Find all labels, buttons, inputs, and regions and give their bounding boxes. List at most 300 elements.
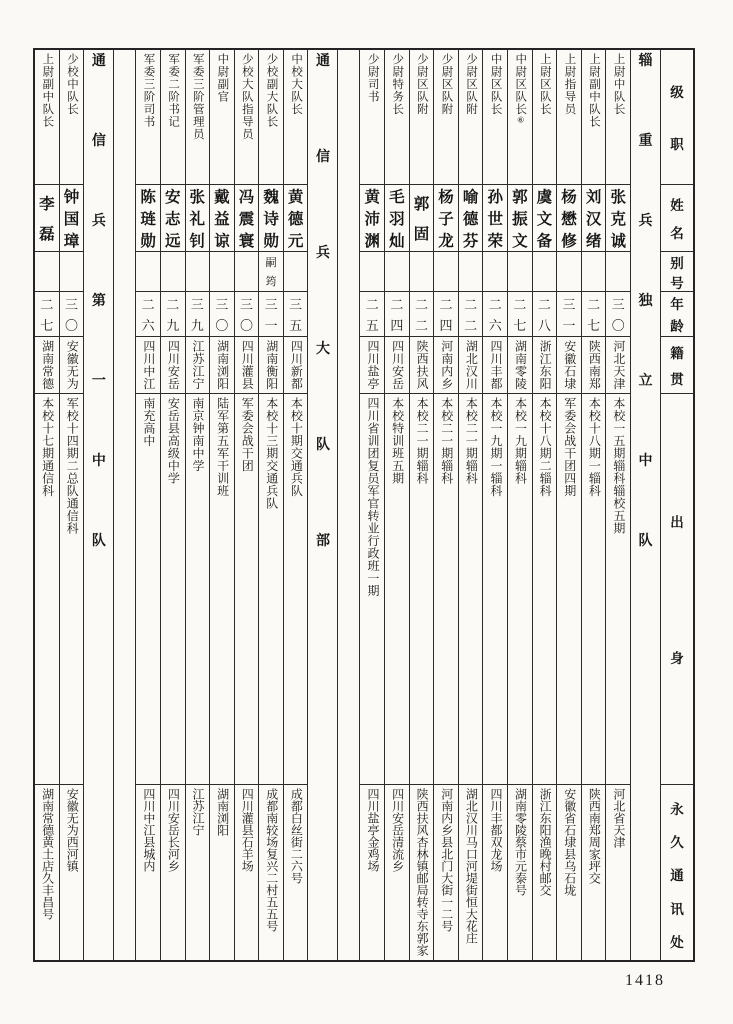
- alias-cell: [161, 252, 185, 292]
- name-cell: [136, 185, 160, 252]
- section-label-cell: [84, 50, 113, 960]
- origin-cell: [459, 394, 483, 785]
- char: 渊: [364, 233, 381, 250]
- char: 二: [166, 297, 180, 312]
- person-column-1-6: [482, 50, 507, 960]
- vertical-text: 军委二阶书记: [167, 53, 180, 128]
- address-cell: [410, 785, 434, 964]
- vertical-text: [235, 292, 259, 336]
- vertical-text: 成都白丝街二六号: [289, 788, 304, 884]
- char: 三: [190, 297, 204, 312]
- vertical-text: 湖北汉川马口河堤街恒大花庄: [464, 788, 479, 944]
- char: 贯: [670, 371, 684, 387]
- person-column-2-7: [135, 50, 160, 960]
- name-cell: [508, 185, 532, 252]
- char: 二: [488, 297, 502, 312]
- age-cell: [508, 292, 532, 337]
- age-cell: [606, 292, 630, 337]
- char: 杨: [438, 189, 454, 206]
- vertical-text: 安徽无为西河镇: [65, 788, 80, 872]
- vertical-text: 四川安岳: [166, 340, 181, 390]
- name-cell: [284, 185, 308, 252]
- char: 勋: [263, 233, 279, 250]
- char: 队: [91, 534, 106, 550]
- person-column-1-11: [359, 50, 384, 960]
- vertical-text: [186, 292, 210, 336]
- age-cell: [284, 292, 308, 337]
- vertical-text: [235, 185, 259, 251]
- rank-cell: [161, 50, 185, 185]
- age-cell: [533, 292, 557, 337]
- char: 汉: [585, 211, 602, 228]
- char: 级: [670, 85, 684, 101]
- native-place-cell: [606, 337, 630, 394]
- vertical-text: 军校十四期二总队通信科: [65, 397, 80, 535]
- char: 懋: [561, 211, 577, 228]
- name-cell: [235, 185, 259, 252]
- char: 兵: [315, 246, 330, 262]
- name-cell: [459, 185, 483, 252]
- alias-cell: [259, 252, 283, 292]
- vertical-text: 中尉副官: [216, 53, 229, 103]
- origin-cell: [360, 394, 384, 785]
- vertical-text: 四川灌县石羊场: [240, 788, 255, 872]
- origin-cell: [186, 394, 210, 785]
- rank-cell: [360, 50, 384, 185]
- vertical-text: 上尉指导员: [563, 53, 576, 116]
- char: 黄: [287, 189, 304, 206]
- vertical-text: 军委三阶管理员: [191, 53, 204, 141]
- spacer-column: [113, 50, 135, 960]
- age-cell: [235, 292, 259, 337]
- vertical-text: [434, 185, 458, 251]
- char: 志: [164, 211, 181, 228]
- vertical-text: 四川丰都双龙场: [488, 788, 503, 872]
- vertical-text: 湖南浏阳: [215, 788, 230, 836]
- char: 讯: [670, 901, 684, 917]
- header-cell-rank: [661, 50, 693, 185]
- vertical-text: 江苏江宁: [191, 788, 206, 836]
- native-place-cell: [284, 337, 308, 394]
- char: 钊: [189, 233, 206, 250]
- section-label-column: [630, 50, 660, 960]
- vertical-text: 本校十三期交通兵队: [264, 397, 279, 510]
- person-column-2-6: [160, 50, 185, 960]
- origin-cell: [284, 394, 308, 785]
- vertical-text: [661, 785, 693, 964]
- char: 二: [414, 318, 428, 333]
- char: 固: [413, 225, 430, 243]
- char: 谅: [214, 233, 230, 250]
- vertical-text: 本校一九期辎科: [513, 397, 528, 485]
- vertical-text: 湖南浏阳: [215, 340, 230, 390]
- char: 二: [365, 297, 379, 312]
- vertical-text: [136, 292, 160, 336]
- alias-cell: [284, 252, 308, 292]
- char: 芬: [462, 233, 479, 250]
- char: 号: [670, 276, 684, 291]
- rank-cell: [210, 50, 234, 185]
- vertical-text: [557, 185, 581, 251]
- char: 陈: [140, 189, 156, 206]
- char: 第: [91, 294, 106, 310]
- char: 四: [439, 318, 453, 333]
- person-column-2-1: [283, 50, 308, 960]
- vertical-text: 少校中队长: [65, 53, 78, 116]
- origin-cell: [557, 394, 581, 785]
- name-cell: [360, 185, 384, 252]
- char: 二: [464, 318, 478, 333]
- char: 龄: [670, 318, 684, 334]
- alias-cell: [35, 252, 59, 292]
- rank-cell: [35, 50, 59, 185]
- origin-cell: [210, 394, 234, 785]
- char: 久: [670, 835, 684, 851]
- char: 诗: [263, 211, 279, 228]
- char: 通: [91, 54, 106, 69]
- vertical-text: 四川灌县: [240, 340, 255, 390]
- char: 二: [464, 297, 478, 312]
- header-cell-address: [661, 785, 693, 964]
- char: 磊: [39, 225, 55, 243]
- char: 文: [536, 211, 553, 228]
- char: 处: [670, 934, 684, 950]
- char: 通: [670, 868, 684, 884]
- origin-cell: [582, 394, 606, 785]
- name-cell: [483, 185, 507, 252]
- char: 八: [537, 318, 551, 333]
- origin-cell: [259, 394, 283, 785]
- char: 德: [287, 211, 304, 228]
- native-place-cell: [483, 337, 507, 394]
- person-column-1-1: [605, 50, 630, 960]
- vertical-text: [259, 252, 283, 291]
- char: 兵: [638, 214, 653, 230]
- alias-cell: [235, 252, 259, 292]
- char: 信: [315, 150, 330, 166]
- vertical-text: [631, 50, 660, 551]
- address-cell: [161, 785, 185, 964]
- vertical-text: 陕西扶风: [415, 340, 430, 390]
- char: 七: [40, 318, 54, 333]
- address-cell: [35, 785, 59, 964]
- name-cell: [606, 185, 630, 252]
- char: 七: [587, 318, 601, 333]
- alias-cell: [136, 252, 160, 292]
- vertical-text: 少尉特务长: [391, 53, 404, 116]
- vertical-text: [661, 252, 693, 291]
- vertical-text: 四川新都: [289, 340, 304, 390]
- vertical-text: 四川盐亭金鸡场: [365, 788, 380, 872]
- vertical-text: 本校特训班五期: [390, 397, 405, 485]
- vertical-text: 南充高中: [141, 397, 156, 447]
- vertical-text: [508, 292, 532, 336]
- rank-cell: [410, 50, 434, 185]
- native-place-cell: [210, 337, 234, 394]
- vertical-text: [606, 292, 630, 336]
- vertical-text: 南京钟南中学: [191, 397, 206, 472]
- char: 李: [39, 196, 55, 214]
- vertical-text: 四川省训团复员军官转业行政班一期: [365, 397, 380, 597]
- vertical-text: 本校十期交通兵队: [289, 397, 304, 497]
- char: 张: [189, 189, 206, 206]
- alias-cell: [410, 252, 434, 292]
- vertical-text: [385, 292, 409, 336]
- vertical-text: 四川中江: [141, 340, 156, 390]
- vertical-text: 湖南常德黄土店久丰昌号: [40, 788, 55, 920]
- age-cell: [360, 292, 384, 337]
- origin-cell: [235, 394, 259, 785]
- vertical-text: [210, 185, 234, 251]
- age-cell: [483, 292, 507, 337]
- char: 璋: [63, 233, 80, 250]
- origin-cell: [410, 394, 434, 785]
- vertical-text: 四川安岳长河乡: [166, 788, 181, 872]
- rank-cell: [459, 50, 483, 185]
- char: 中: [638, 454, 653, 470]
- section-label-column: [83, 50, 113, 960]
- char: 通: [315, 54, 330, 69]
- vertical-text: 四川盐亭: [365, 340, 380, 390]
- native-place-cell: [557, 337, 581, 394]
- char: 戴: [214, 189, 230, 206]
- vertical-text: [533, 292, 557, 336]
- vertical-text: 四川中江县城内: [141, 788, 156, 872]
- native-place-cell: [533, 337, 557, 394]
- char: 名: [670, 226, 684, 242]
- age-cell: [459, 292, 483, 337]
- native-place-cell: [360, 337, 384, 394]
- char: 冯: [238, 189, 255, 206]
- native-place-cell: [35, 337, 59, 394]
- address-cell: [60, 785, 84, 964]
- alias-cell: [557, 252, 581, 292]
- char: 黄: [364, 189, 381, 206]
- vertical-text: 中尉区队长⑥: [514, 53, 527, 125]
- char: 魏: [263, 189, 279, 206]
- vertical-text: 浙江东阳渔晚村邮交: [538, 788, 553, 896]
- vertical-text: [661, 292, 693, 336]
- age-cell: [60, 292, 84, 337]
- rank-note: ⑥: [516, 115, 526, 125]
- char: 龙: [438, 233, 454, 250]
- vertical-text: 上尉副中队长: [41, 53, 54, 128]
- address-cell: [284, 785, 308, 964]
- char: 二: [141, 297, 155, 312]
- char: 三: [239, 297, 253, 312]
- vertical-text: [360, 292, 384, 336]
- vertical-text: 本校二一期辎科: [464, 397, 479, 485]
- origin-cell: [60, 394, 84, 785]
- address-cell: [360, 785, 384, 964]
- native-place-cell: [186, 337, 210, 394]
- header-cell-name: [661, 185, 693, 252]
- vertical-text: 少尉司书: [366, 53, 379, 103]
- vertical-text: 湖南常德: [40, 340, 55, 390]
- origin-cell: [434, 394, 458, 785]
- native-place-cell: [385, 337, 409, 394]
- char: 琏: [140, 211, 156, 228]
- vertical-text: [661, 394, 693, 784]
- vertical-text: 少尉区队附: [415, 53, 428, 116]
- alias-cell: [60, 252, 84, 292]
- char: 郭: [512, 189, 528, 206]
- header-cell-native: [661, 337, 693, 394]
- char: 三: [289, 297, 303, 312]
- vertical-text: 安岳县高级中学: [166, 397, 181, 485]
- char: 〇: [65, 318, 79, 333]
- address-cell: [459, 785, 483, 964]
- vertical-text: 本校二一期辎科: [415, 397, 430, 485]
- vertical-text: 陕西扶风杏林镇邮局转寺东郭家: [415, 788, 430, 956]
- age-cell: [259, 292, 283, 337]
- char: 张: [610, 189, 626, 206]
- char: 益: [214, 211, 230, 228]
- address-cell: [136, 785, 160, 964]
- vertical-text: [308, 50, 337, 551]
- spacer-column: [337, 50, 359, 960]
- origin-cell: [136, 394, 160, 785]
- vertical-text: [259, 292, 283, 336]
- char: 三: [65, 297, 79, 312]
- vertical-text: [259, 185, 283, 251]
- native-place-cell: [161, 337, 185, 394]
- person-column-1-5: [507, 50, 532, 960]
- person-column-1-9: [409, 50, 434, 960]
- vertical-text: 江苏江宁: [191, 340, 206, 390]
- address-cell: [606, 785, 630, 964]
- native-place-cell: [136, 337, 160, 394]
- rank-cell: [557, 50, 581, 185]
- alias-cell: [360, 252, 384, 292]
- char: 荣: [487, 233, 503, 250]
- vertical-text: 本校十八期一辎科: [587, 397, 602, 497]
- char: 二: [587, 297, 601, 312]
- char: 郭: [413, 196, 430, 214]
- vertical-text: 本校十七期通信科: [40, 397, 55, 497]
- char: 羽: [389, 211, 405, 228]
- roster-table: [33, 48, 695, 962]
- name-cell: [186, 185, 210, 252]
- vertical-text: [661, 50, 693, 184]
- origin-cell: [35, 394, 59, 785]
- char: 身: [670, 651, 684, 667]
- char: 独: [638, 294, 653, 310]
- char: 杨: [561, 189, 577, 206]
- vertical-text: 成都南较场复兴二村五五号: [264, 788, 279, 932]
- vertical-text: [459, 292, 483, 336]
- vertical-text: 湖南衡阳: [264, 340, 279, 390]
- vertical-text: [661, 337, 693, 393]
- char: 沛: [364, 211, 381, 228]
- header-cell-age: [661, 292, 693, 337]
- char: 刘: [585, 189, 602, 206]
- address-cell: [557, 785, 581, 964]
- vertical-text: 军委会战干团: [240, 397, 255, 472]
- vertical-text: 本校二一期辎科: [439, 397, 454, 485]
- vertical-text: 本校一九期一辎科: [488, 397, 503, 497]
- age-cell: [582, 292, 606, 337]
- vertical-text: 湖北汉川: [464, 340, 479, 390]
- char: 永: [670, 802, 684, 818]
- char: 修: [561, 233, 577, 250]
- name-cell: [410, 185, 434, 252]
- person-column-1-10: [384, 50, 409, 960]
- header-column: [660, 50, 693, 960]
- address-cell: [259, 785, 283, 964]
- char: 钟: [63, 189, 80, 206]
- vertical-text: [60, 185, 84, 251]
- vertical-text: 安徽省石埭县乌石垅: [562, 788, 577, 896]
- vertical-text: 河北省天津: [611, 788, 626, 848]
- section-label-cell: [631, 50, 660, 960]
- vertical-text: 河南内乡县北门大街一二号: [439, 788, 454, 932]
- rank-cell: [186, 50, 210, 185]
- vertical-text: [533, 185, 557, 251]
- vertical-text: 四川丰都: [488, 340, 503, 390]
- vertical-text: 湖南零陵蔡市元泰号: [513, 788, 528, 896]
- char: 三: [264, 297, 278, 312]
- vertical-text: 四川安岳: [390, 340, 405, 390]
- char: 二: [537, 297, 551, 312]
- char: 一: [562, 318, 576, 333]
- char: 五: [365, 318, 379, 333]
- char: 〇: [611, 318, 625, 333]
- vertical-text: [60, 292, 84, 336]
- char: 礼: [189, 211, 206, 228]
- vertical-text: [508, 185, 532, 251]
- vertical-text: [661, 185, 693, 251]
- address-cell: [508, 785, 532, 964]
- age-cell: [557, 292, 581, 337]
- char: 兵: [91, 214, 106, 230]
- char: 安: [164, 189, 181, 206]
- person-column-1-3: [556, 50, 581, 960]
- char: 世: [487, 211, 503, 228]
- age-cell: [186, 292, 210, 337]
- name-cell: [434, 185, 458, 252]
- vertical-text: [161, 292, 185, 336]
- vertical-text: 中校大队长: [290, 53, 303, 116]
- native-place-cell: [259, 337, 283, 394]
- char: 四: [390, 318, 404, 333]
- person-column-1-4: [532, 50, 557, 960]
- char: 部: [315, 534, 330, 550]
- vertical-text: [284, 185, 308, 251]
- address-cell: [186, 785, 210, 964]
- vertical-text: 安徽无为: [65, 340, 80, 390]
- char: 毛: [389, 189, 405, 206]
- person-column-3-1: [59, 50, 84, 960]
- alias-cell: [186, 252, 210, 292]
- char: 远: [164, 233, 181, 250]
- native-place-cell: [60, 337, 84, 394]
- char: 九: [190, 318, 204, 333]
- address-cell: [210, 785, 234, 964]
- rank-cell: [483, 50, 507, 185]
- char: 备: [536, 233, 553, 250]
- name-cell: [60, 185, 84, 252]
- rank-cell: [136, 50, 160, 185]
- person-column-3-2: [35, 50, 59, 960]
- age-cell: [410, 292, 434, 337]
- vertical-text: [284, 292, 308, 336]
- char: 六: [488, 318, 502, 333]
- char: 〇: [239, 318, 253, 333]
- address-cell: [582, 785, 606, 964]
- name-cell: [557, 185, 581, 252]
- char: 姓: [670, 197, 684, 213]
